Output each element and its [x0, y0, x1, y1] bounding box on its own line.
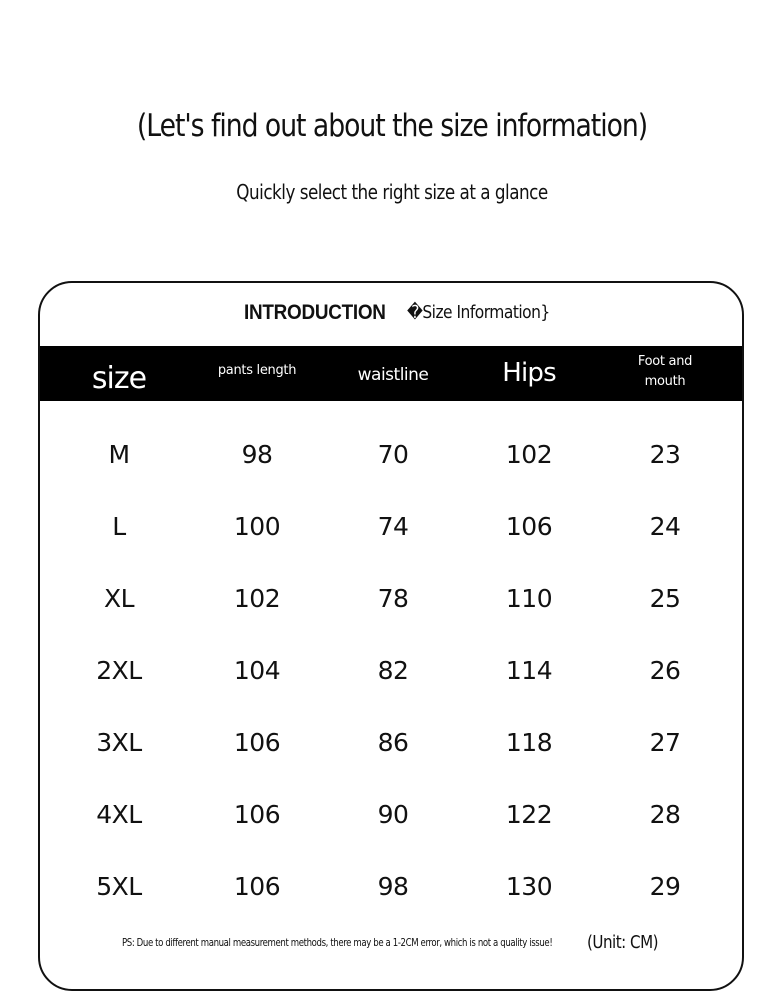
- cell-size: M: [108, 439, 130, 469]
- cell-pants-length: 102: [233, 583, 281, 613]
- cell-size: 2XL: [96, 655, 142, 685]
- table-row: [40, 506, 742, 546]
- header-waistline: waistline: [357, 364, 429, 385]
- introduction-label: INTRODUCTION: [244, 301, 386, 324]
- cell-waistline: 82: [377, 655, 409, 685]
- cell-waistline: 90: [377, 799, 409, 829]
- size-chart-card: [38, 281, 744, 991]
- cell-foot-and-mouth: 28: [649, 799, 681, 829]
- cell-pants-length: 98: [241, 439, 273, 469]
- header-size: size: [91, 361, 147, 396]
- cell-foot-and-mouth: 23: [649, 439, 681, 469]
- cell-pants-length: 106: [233, 799, 281, 829]
- cell-hips: 122: [505, 799, 553, 829]
- cell-hips: 130: [505, 871, 553, 901]
- cell-pants-length: 106: [233, 871, 281, 901]
- cell-foot-and-mouth: 29: [649, 871, 681, 901]
- cell-size: 4XL: [96, 799, 142, 829]
- table-row: [40, 578, 742, 618]
- cell-pants-length: 106: [233, 727, 281, 757]
- cell-waistline: 98: [377, 871, 409, 901]
- page-title: (Let's find out about the size information): [136, 108, 648, 144]
- table-row: [40, 794, 742, 834]
- cell-foot-and-mouth: 27: [649, 727, 681, 757]
- footnote: PS: Due to different manual measurement methods, there may be a 1-2CM error, which is not a quality issue!: [122, 936, 553, 949]
- cell-hips: 102: [505, 439, 553, 469]
- header-pants-length: pants length: [217, 363, 297, 378]
- cell-hips: 110: [505, 583, 553, 613]
- cell-waistline: 74: [377, 511, 409, 541]
- cell-pants-length: 100: [233, 511, 281, 541]
- table-row: [40, 866, 742, 906]
- cell-size: 5XL: [96, 871, 142, 901]
- page-subtitle: Quickly select the right size at a glance: [236, 180, 548, 204]
- header-foot-line2: mouth: [644, 373, 686, 389]
- header-foot-line1: Foot and: [637, 353, 693, 369]
- cell-size: 3XL: [96, 727, 142, 757]
- table-header: [40, 346, 742, 401]
- cell-hips: 118: [505, 727, 553, 757]
- cell-size: XL: [103, 583, 135, 613]
- table-row: [40, 722, 742, 762]
- cell-waistline: 86: [377, 727, 409, 757]
- cell-waistline: 70: [377, 439, 409, 469]
- cell-foot-and-mouth: 25: [649, 583, 681, 613]
- table-row: [40, 434, 742, 474]
- card-header: [40, 301, 742, 335]
- cell-hips: 106: [505, 511, 553, 541]
- header-foot-and-mouth: [597, 346, 733, 401]
- cell-foot-and-mouth: 24: [649, 511, 681, 541]
- table-row: [40, 650, 742, 690]
- cell-size: L: [112, 511, 126, 541]
- size-information-label: �Size Information}: [407, 302, 550, 323]
- cell-foot-and-mouth: 26: [649, 655, 681, 685]
- unit-label: (Unit: CM): [587, 932, 659, 953]
- cell-pants-length: 104: [233, 655, 281, 685]
- header-hips: Hips: [502, 357, 556, 388]
- cell-hips: 114: [505, 655, 553, 685]
- cell-waistline: 78: [377, 583, 409, 613]
